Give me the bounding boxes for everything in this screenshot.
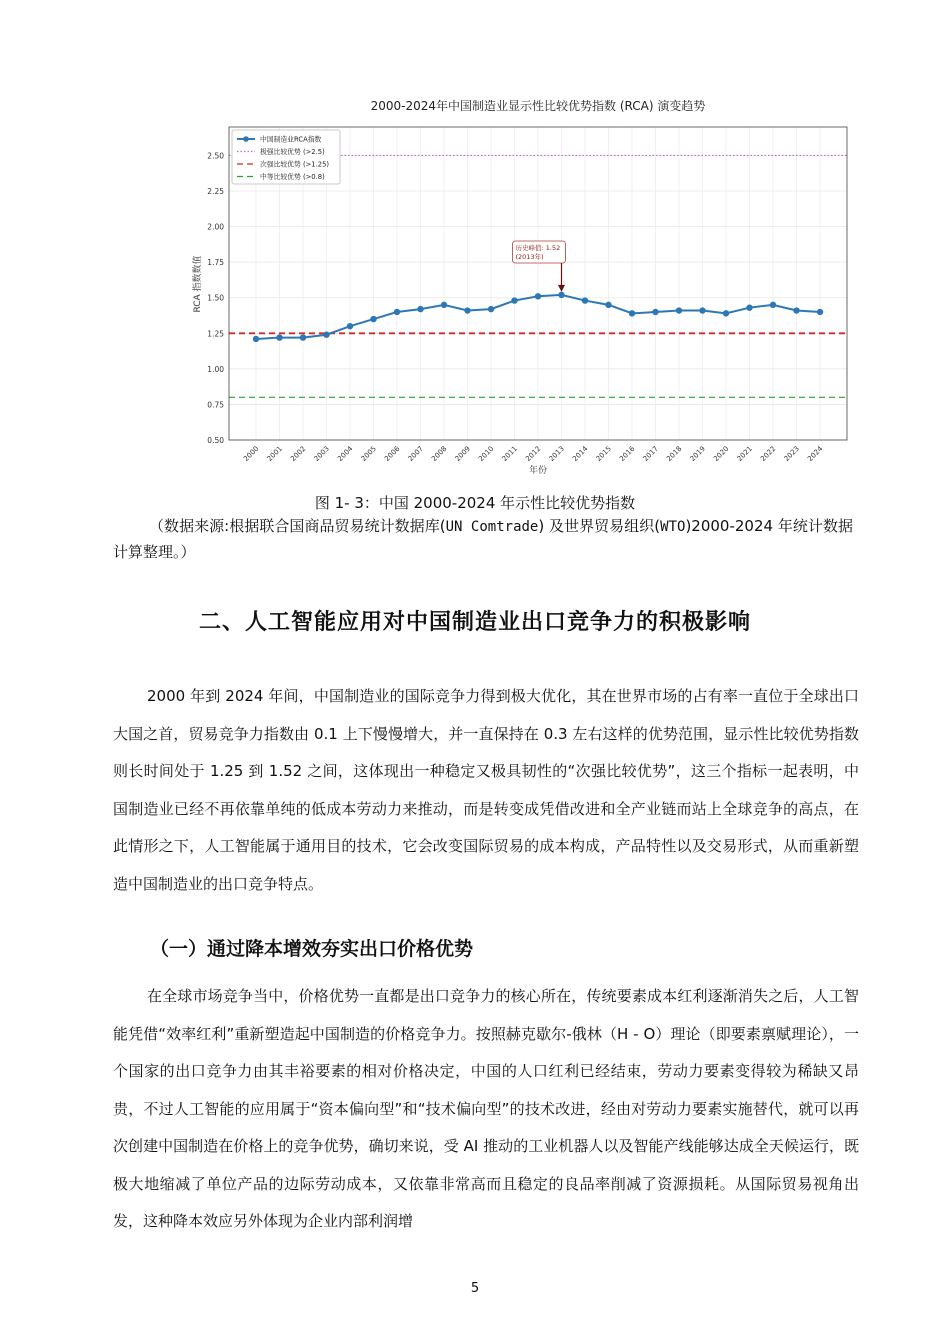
- data-point: [652, 309, 658, 315]
- x-tick-label: 2014: [571, 444, 590, 464]
- data-point: [605, 302, 611, 308]
- x-tick-label: 2016: [618, 444, 637, 464]
- x-tick-label: 2010: [477, 444, 496, 464]
- rca-trend-chart: [185, 90, 865, 485]
- x-tick-label: 2022: [759, 444, 778, 464]
- x-tick-label: 2012: [524, 444, 543, 464]
- data-point: [535, 293, 541, 299]
- y-tick-label: 0.50: [207, 436, 224, 445]
- subsection-title: （一）通过降本增效夯实出口价格优势: [150, 938, 474, 960]
- x-tick-label: 2019: [688, 444, 707, 464]
- annotation-text: 历史峰值: 1.52: [515, 244, 561, 252]
- data-point: [323, 332, 329, 338]
- data-point: [723, 310, 729, 316]
- x-tick-label: 2009: [453, 444, 472, 464]
- x-tick-label: 2004: [336, 444, 355, 464]
- x-tick-label: 2017: [641, 444, 660, 464]
- x-tick-label: 2000: [242, 444, 261, 464]
- data-point: [394, 309, 400, 315]
- paragraph-2: 在全球市场竞争当中，价格优势一直都是出口竞争力的核心所在，传统要素成本红利逐渐消失之后，人工智能凭借“效率红利”重新塑造起中国制造的价格竞争力。按照赫克歇尔-俄林（H - O）理论（即要素禀赋理论），一个国家的出口竞争力由其丰裕要素的相对价格决定，中国的人口红利已经结束，劳动力要素变得较为稀缺又昂贵，不过人工智能的应用属于“资本偏向型”和“技术偏向型”的技术改进，经由对劳动力要素实施替代，就可以再次创建中国制造在价格上的竞争优势，确切来说，受 AI 推动的工业机器人以及智能产线能够达成全天候运行，既极大地缩减了单位产品的边际劳动成本，又依靠非常高而且稳定的良品率削减了资源损耗。从国际贸易视角出发，这种降本效应另外体现为企业内部利润增: [113, 987, 859, 1230]
- data-point: [699, 307, 705, 313]
- data-point: [746, 304, 752, 310]
- data-point: [417, 306, 423, 312]
- figure-source-note: （数据来源:根据联合国商品贸易统计数据库(UN Comtrade) 及世界贸易组织(WTO)2000-2024 年统计数据计算整理。）: [113, 517, 853, 561]
- x-tick-label: 2013: [547, 444, 566, 464]
- y-tick-label: 0.75: [207, 400, 224, 410]
- legend-marker: [243, 136, 249, 142]
- section-title: 二、人工智能应用对中国制造业出口竞争力的积极影响: [198, 610, 751, 635]
- x-tick-label: 2015: [594, 444, 613, 464]
- data-point: [488, 306, 494, 312]
- data-point: [676, 307, 682, 313]
- x-axis-label: 年份: [528, 466, 548, 476]
- x-tick-label: 2024: [806, 444, 825, 464]
- x-tick-label: 2006: [383, 444, 402, 464]
- chart-title: 2000-2024年中国制造业显示性比较优势指数 (RCA) 演变趋势: [370, 99, 706, 113]
- x-tick-label: 2023: [782, 444, 801, 464]
- annotation-arrowhead: [558, 285, 565, 292]
- x-tick-label: 2002: [289, 444, 308, 464]
- data-point: [464, 307, 470, 313]
- legend-label: 极强比较优势 (>2.5): [260, 148, 325, 156]
- y-tick-label: 1.00: [207, 364, 224, 374]
- figure-caption: 图 1- 3：中国 2000-2024 年示性比较优势指数: [314, 494, 636, 512]
- page-number: 5: [470, 1281, 480, 1296]
- data-point: [370, 316, 376, 322]
- y-tick-label: 2.00: [207, 222, 224, 232]
- y-tick-label: 2.25: [207, 187, 224, 197]
- data-point: [511, 297, 517, 303]
- peak-annotation: [513, 241, 566, 292]
- data-point: [817, 309, 823, 315]
- y-axis-label: RCA 指数数值: [193, 255, 203, 313]
- data-point: [582, 297, 588, 303]
- x-tick-label: 2011: [500, 444, 519, 464]
- annotation-text: (2013年): [515, 253, 544, 261]
- data-point: [558, 292, 564, 298]
- data-point: [300, 334, 306, 340]
- data-point: [629, 310, 635, 316]
- y-tick-label: 1.25: [207, 329, 224, 339]
- x-tick-label: 2001: [265, 444, 284, 464]
- x-tick-label: 2018: [665, 444, 684, 464]
- data-point: [253, 336, 259, 342]
- y-tick-label: 2.50: [207, 151, 224, 161]
- legend-label: 中国制造业RCA指数: [260, 135, 322, 144]
- x-tick-label: 2008: [430, 444, 449, 464]
- data-point: [347, 323, 353, 329]
- data-point: [441, 302, 447, 308]
- data-point: [793, 307, 799, 313]
- legend-label: 次强比较优势 (>1.25): [260, 160, 330, 169]
- x-tick-label: 2020: [712, 444, 731, 464]
- x-tick-label: 2007: [406, 444, 425, 464]
- data-point: [770, 302, 776, 308]
- x-tick-label: 2021: [735, 444, 754, 464]
- x-tick-label: 2005: [359, 444, 378, 464]
- x-tick-label: 2003: [312, 444, 331, 464]
- y-tick-label: 1.50: [207, 293, 224, 303]
- legend-label: 中等比较优势 (>0.8): [260, 173, 325, 181]
- legend: [232, 130, 340, 184]
- paragraph-1: 2000 年到 2024 年间，中国制造业的国际竞争力得到极大优化，其在世界市场的占有率一直位于全球出口大国之首，贸易竞争力指数由 0.1 上下慢慢增大，并一直保持在 0.3 左右这样的优势范围，显示性比较优势指数则长时间处于 1.25 到 1.52 之间，这体现出一种稳定又极具韧性的“次强比较优势”，这三个指标一起表明，中国制造业已经不再依靠单纯的低成本劳动力来推动，而是转变成凭借改进和全产业链而站上全球竞争的高点，在此情形之下，人工智能属于通用目的技术，它会改变国际贸易的成本构成，产品特性以及交易形式，从而重新塑造中国制造业的出口竞争特点。: [113, 687, 859, 893]
- y-tick-label: 1.75: [207, 258, 224, 268]
- data-point: [276, 334, 282, 340]
